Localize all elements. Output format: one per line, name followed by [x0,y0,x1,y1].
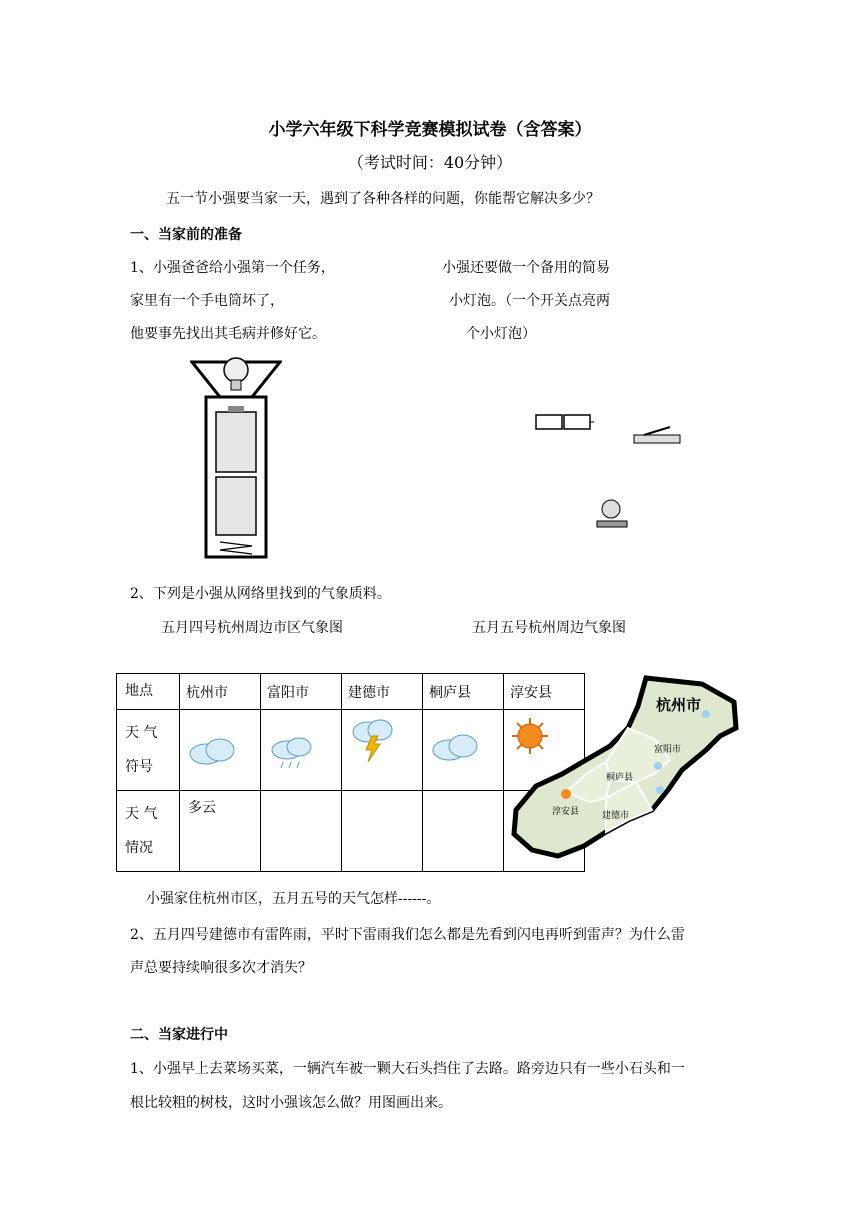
q-home-weather: 小强家住杭州市区，五月五号的天气怎样------。 [146,891,441,907]
section2-heading: 二、当家进行中 [130,1027,228,1043]
condition-cell: 多云 [180,791,261,872]
thunderstorm-icon [342,710,406,782]
weather-symbol-cell [261,710,342,791]
q1-right-line3: 个小灯泡） [466,326,536,342]
s2-q1-line2: 根比较粗的树枝，这时小强该怎么做？用图画出来。 [130,1095,452,1111]
condition-cell [261,791,342,872]
q2-text: 2、下列是小强从网络里找到的气象质料。 [130,586,391,602]
q1-left-line3: 他要事先找出其毛病并修好它。 [130,326,326,342]
cloudy-icon [423,710,487,782]
place-cell: 桐庐县 [423,674,504,710]
q1-right-line1: 小强还要做一个备用的简易 [442,260,610,276]
condition-cell [342,791,423,872]
map-label: 建德市 [602,811,630,821]
intro-text: 五一节小强要当家一天，遇到了各种各样的问题，你能帮它解决多少？ [166,191,600,207]
q3-line2: 声总要持续响很多次才消失？ [130,960,312,976]
map-label: 淳安县 [552,807,580,817]
rain-icon [261,710,325,782]
q1-left-line2: 家里有一个手电筒坏了， [130,293,284,309]
cloudy-icon [180,710,244,782]
q3-line1: 2、五月四号建德市有雷阵雨，平时下雷雨我们怎么都是先看到闪电再听到雷声？为什么雷 [130,927,685,943]
circuit-components [530,405,710,535]
condition-cell [423,791,504,872]
hangzhou-map [506,670,746,865]
section1-heading: 一、当家前的准备 [130,227,242,243]
place-header: 地点 [117,674,180,710]
place-cell: 淳安县 [504,674,585,710]
s2-q1-line1: 1、小强早上去菜场买菜，一辆汽车被一颗大石头挡住了去路。路旁边只有一些小石头和一 [130,1061,685,1077]
map-label: 富阳市 [654,745,682,755]
q1-right-line2: 小灯泡。（一个开关点亮两 [449,293,610,309]
page-title: 小学六年级下科学竞赛模拟试卷（含答案） [268,120,592,140]
flashlight-diagram [190,352,282,562]
place-cell: 杭州市 [180,674,261,710]
weather-symbol-cell [342,710,423,791]
q1-left-line1: 1、小强爸爸给小强第一个任务， [130,260,335,276]
place-cell: 建德市 [342,674,423,710]
map-label: 桐庐县 [606,773,634,783]
place-cell: 富阳市 [261,674,342,710]
caption-right: 五月五号杭州周边气象图 [472,620,626,636]
condition-label: 天 气 情况 [117,791,180,872]
symbol-label: 天 气 符号 [117,710,180,791]
weather-symbol-cell [423,710,504,791]
map-label: 杭州市 [656,696,702,714]
weather-symbol-cell [180,710,261,791]
caption-left: 五月四号杭州周边市区气象图 [161,620,343,636]
page-subtitle: （考试时间：40分钟） [347,153,513,172]
